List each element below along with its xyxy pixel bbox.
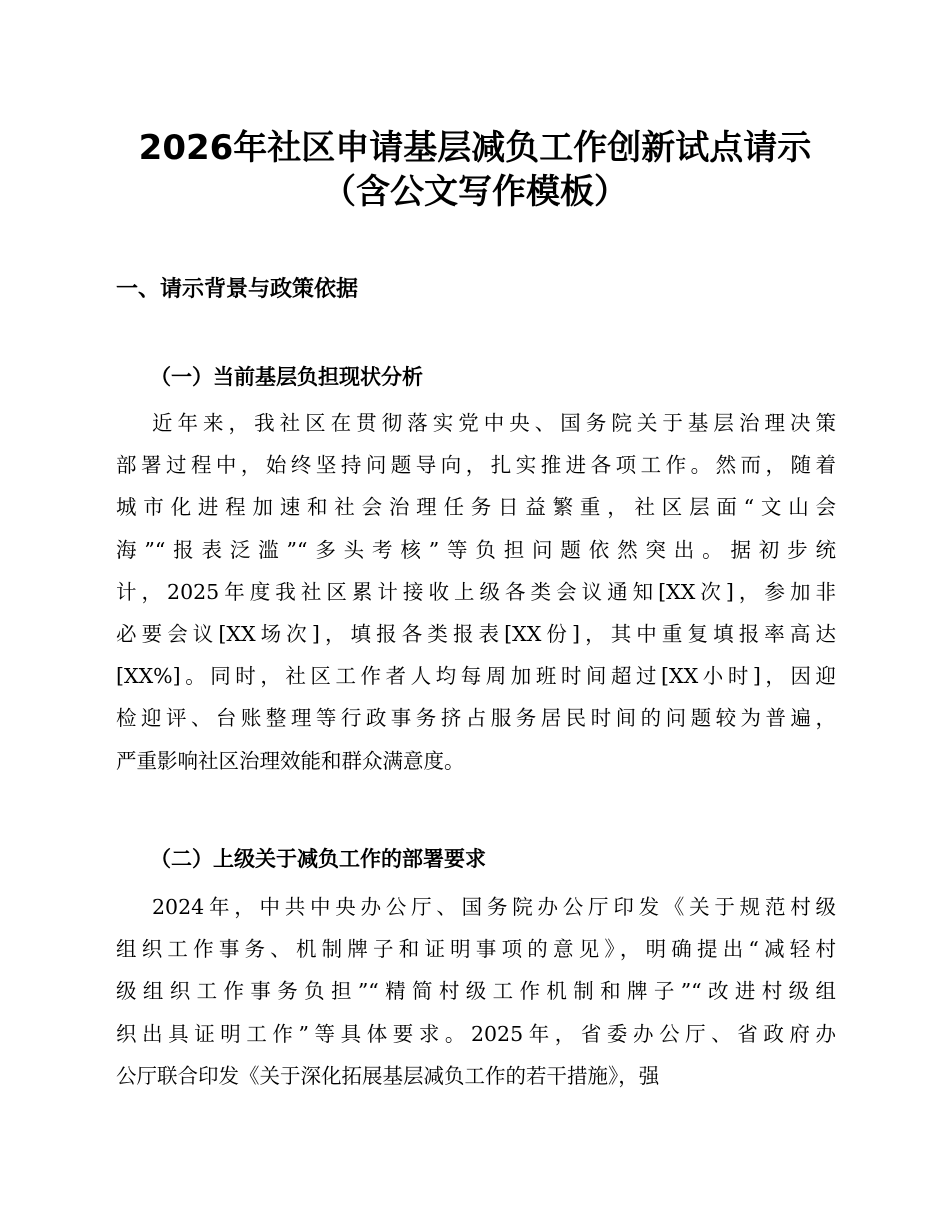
subsection-heading-2: （二）上级关于减负工作的部署要求	[150, 846, 486, 871]
subsection-heading-1: （一）当前基层负担现状分析	[150, 364, 423, 389]
document-title-line-1: 2026年社区申请基层减负工作创新试点请示	[138, 128, 812, 168]
section-heading-1: 一、请示背景与政策依据	[116, 277, 359, 302]
paragraph-line: 检迎评、台账整理等行政事务挤占服务居民时间的问题较为普遍，	[116, 706, 836, 731]
paragraph-line: 必要会议[XX场次]，填报各类报表[XX份]，其中重复填报率高达	[116, 622, 836, 647]
paragraph-burden-status	[116, 402, 836, 782]
paragraph-line: 部署过程中，始终坚持问题导向，扎实推进各项工作。然而，随着	[116, 453, 836, 478]
paragraph-line: 级组织工作事务负担”“精简村级工作机制和牌子”“改进村级组	[116, 979, 836, 1004]
paragraph-policy-requirements	[116, 886, 836, 1097]
paragraph-line: 公厅联合印发《关于深化拓展基层减负工作的若干措施》，强	[116, 1063, 660, 1088]
paragraph-line: 织出具证明工作”等具体要求。2025年，省委办公厅、省政府办	[116, 1021, 836, 1046]
paragraph-line: [XX%]。同时，社区工作者人均每周加班时间超过[XX小时]，因迎	[116, 664, 836, 689]
paragraph-line: 城市化进程加速和社会治理任务日益繁重，社区层面“文山会	[116, 495, 836, 520]
document-title-line-2: （含公文写作模板）	[322, 172, 628, 212]
paragraph-line: 组织工作事务、机制牌子和证明事项的意见》，明确提出“减轻村	[116, 937, 836, 962]
paragraph-line: 计，2025年度我社区累计接收上级各类会议通知[XX次]，参加非	[116, 579, 836, 604]
paragraph-line: 2024年，中共中央办公厅、国务院办公厅印发《关于规范村级	[152, 895, 836, 919]
paragraph-line: 严重影响社区治理效能和群众满意度。	[116, 748, 465, 773]
paragraph-line: 海”“报表泛滥”“多头考核”等负担问题依然突出。据初步统	[116, 537, 836, 562]
paragraph-line: 近年来，我社区在贯彻落实党中央、国务院关于基层治理决策	[152, 411, 836, 435]
